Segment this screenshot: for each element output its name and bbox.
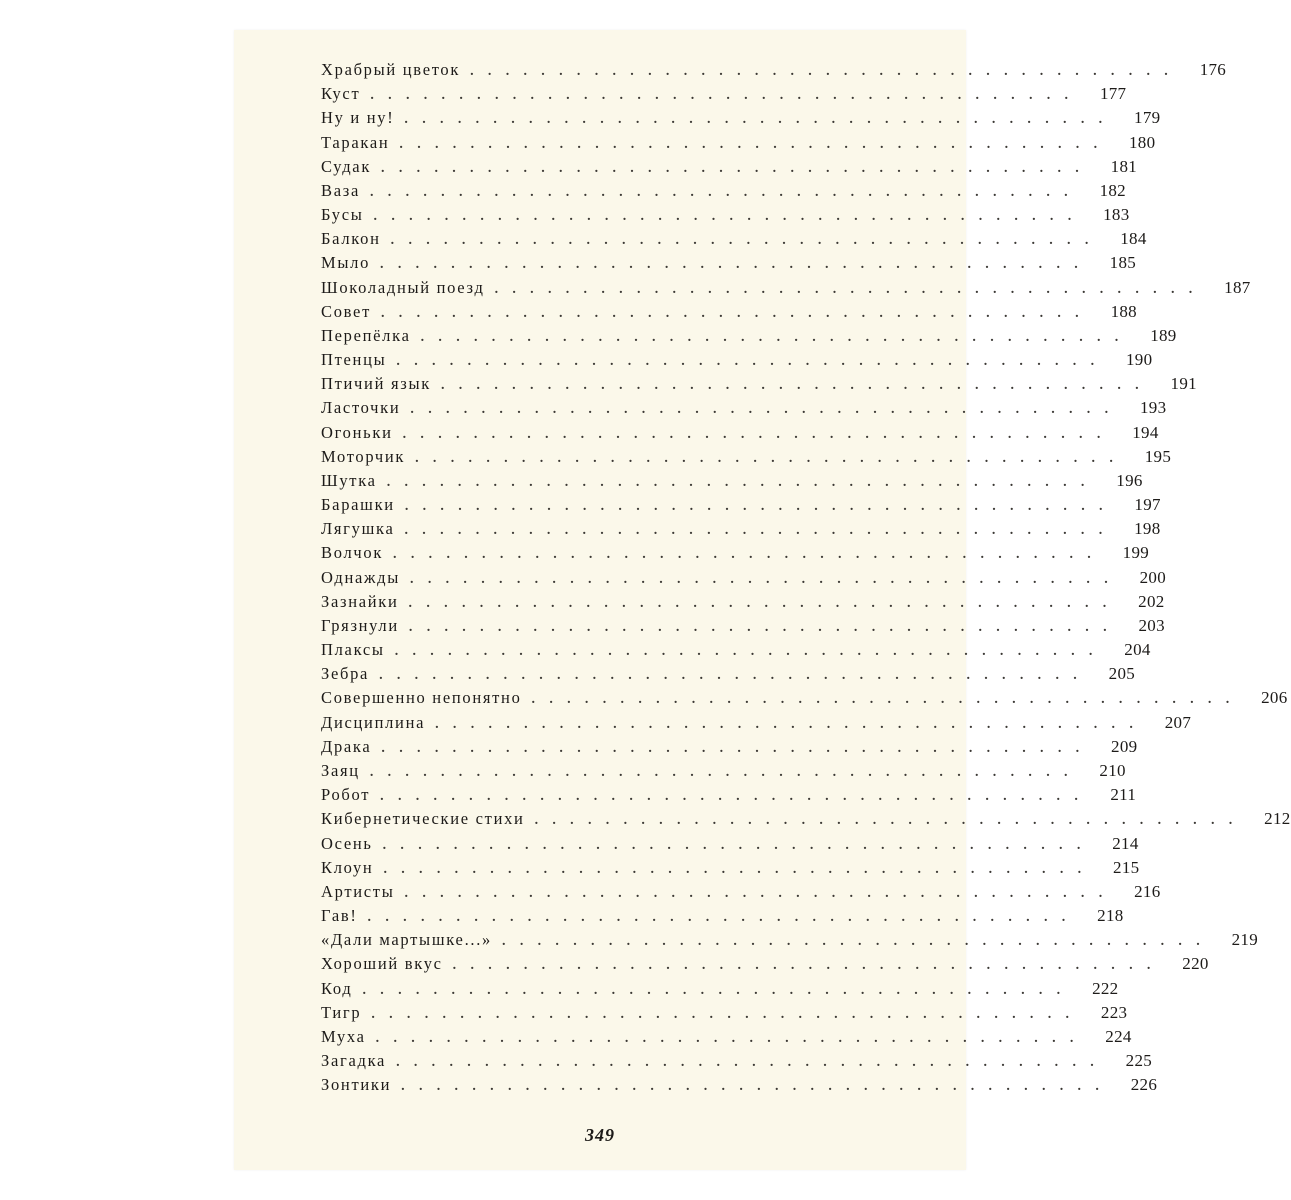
toc-entry <box>321 688 1288 712</box>
toc-entry-page: 176 <box>1199 60 1227 79</box>
toc-entry-page: 187 <box>1224 277 1251 297</box>
toc-entry <box>321 881 1161 906</box>
toc-entry <box>321 374 1197 398</box>
toc-entry-title: Осень <box>321 833 373 853</box>
toc-entry-title: Зазнайки <box>321 591 399 611</box>
toc-dot-leader: ........................................ <box>396 1055 1109 1071</box>
toc-dot-leader: ........................................ <box>452 958 1165 974</box>
toc-entry <box>321 736 1138 761</box>
toc-entry <box>321 301 1137 326</box>
toc-entry-title: Кибернетические стихи <box>321 809 525 829</box>
toc-entry-title: Птичий язык <box>321 374 431 394</box>
toc-entry-title: Волчок <box>321 543 384 563</box>
toc-dot-leader: ........................................ <box>534 813 1247 829</box>
toc-dot-leader: ........................................ <box>380 305 1093 321</box>
toc-entry-page: 191 <box>1170 374 1197 394</box>
toc-entry <box>321 1026 1132 1051</box>
toc-entry <box>321 156 1138 181</box>
toc-entry-page: 203 <box>1138 615 1165 635</box>
toc-dot-leader: ........................................ <box>370 88 1083 104</box>
toc-entry-page: 200 <box>1139 567 1167 587</box>
toc-entry-title: Ваза <box>321 180 360 200</box>
toc-dot-leader: ........................................ <box>408 619 1121 635</box>
toc-entry-title: Гав! <box>321 906 358 926</box>
toc-entry-title: Дисциплина <box>321 712 426 732</box>
toc-dot-leader: ........................................ <box>394 644 1107 660</box>
toc-entry-title: Судак <box>321 156 372 176</box>
table-of-contents <box>321 60 1291 1099</box>
toc-entry-page: 196 <box>1116 470 1143 490</box>
toc-entry-page: 181 <box>1110 156 1138 176</box>
toc-entry-page: 224 <box>1105 1026 1132 1046</box>
toc-entry-page: 184 <box>1120 229 1147 249</box>
toc-dot-leader: ........................................ <box>435 716 1148 732</box>
toc-dot-leader: ........................................ <box>369 764 1082 780</box>
toc-entry <box>321 325 1177 350</box>
toc-entry <box>321 712 1192 737</box>
toc-entry-page: 183 <box>1103 205 1130 225</box>
toc-entry-page: 193 <box>1140 398 1167 418</box>
toc-entry-title: Загадка <box>321 1051 387 1071</box>
toc-entry-title: Моторчик <box>321 446 406 466</box>
toc-dot-leader: ........................................ <box>408 595 1121 611</box>
toc-dot-leader: ........................................ <box>381 160 1094 176</box>
toc-entry-page: 177 <box>1099 84 1127 104</box>
toc-dot-leader: ........................................ <box>410 402 1123 418</box>
toc-entry-page: 212 <box>1264 809 1291 829</box>
toc-entry-page: 180 <box>1128 132 1156 152</box>
toc-dot-leader: ........................................ <box>494 281 1207 297</box>
toc-entry-page: 220 <box>1182 954 1209 974</box>
toc-entry-title: Таракан <box>321 132 390 152</box>
toc-entry-title: Зонтики <box>321 1075 392 1095</box>
toc-entry <box>321 930 1259 954</box>
toc-entry <box>321 1075 1158 1099</box>
toc-dot-leader: ........................................ <box>390 233 1103 249</box>
toc-dot-leader: ........................................ <box>404 499 1117 515</box>
toc-entry-title: Куст <box>321 84 361 104</box>
toc-entry-page: 211 <box>1110 785 1137 805</box>
toc-dot-leader: ........................................ <box>404 112 1117 128</box>
toc-entry-title: Лягушка <box>321 519 395 539</box>
toc-entry-title: Бусы <box>321 205 364 225</box>
toc-entry-title: Мыло <box>321 253 371 273</box>
toc-entry-title: Драка <box>321 736 372 756</box>
toc-entry-page: 204 <box>1124 640 1151 660</box>
toc-entry-title: Ну и ну! <box>321 108 395 128</box>
toc-dot-leader: ........................................ <box>362 982 1075 998</box>
toc-dot-leader: ........................................ <box>381 740 1094 756</box>
toc-entry-title: Балкон <box>321 229 381 249</box>
toc-entry-page: 215 <box>1113 857 1140 877</box>
toc-entry <box>321 108 1161 132</box>
toc-entry-title: Тигр <box>321 1002 362 1022</box>
toc-entry-page: 202 <box>1138 591 1165 611</box>
toc-entry <box>321 470 1143 495</box>
toc-entry-title: Ласточки <box>321 398 401 418</box>
toc-dot-leader: ........................................ <box>420 329 1133 345</box>
toc-entry-title: Совершенно непонятно <box>321 688 522 708</box>
toc-entry-page: 197 <box>1134 495 1161 515</box>
toc-dot-leader: ........................................ <box>404 523 1117 539</box>
toc-dot-leader: ........................................ <box>379 668 1092 684</box>
toc-dot-leader: ........................................ <box>415 450 1128 466</box>
toc-entry <box>321 277 1251 302</box>
toc-dot-leader: ........................................ <box>382 837 1095 853</box>
toc-entry <box>321 350 1153 374</box>
toc-entry-title: Птенцы <box>321 350 387 370</box>
toc-entry <box>321 205 1130 229</box>
toc-dot-leader: ........................................ <box>386 474 1099 490</box>
toc-entry <box>321 84 1127 108</box>
toc-entry-page: 223 <box>1100 1002 1128 1022</box>
toc-dot-leader: ........................................ <box>393 547 1106 563</box>
toc-entry-page: 198 <box>1134 519 1161 539</box>
toc-entry-page: 189 <box>1150 325 1177 345</box>
toc-entry-title: Перепёлка <box>321 325 411 345</box>
toc-entry-title: Код <box>321 978 353 998</box>
toc-entry-page: 190 <box>1126 350 1153 370</box>
toc-dot-leader: ........................................ <box>396 354 1109 370</box>
toc-entry <box>321 760 1126 785</box>
toc-entry <box>321 978 1119 1003</box>
toc-entry-page: 207 <box>1164 712 1192 732</box>
toc-dot-leader: ........................................ <box>531 692 1244 708</box>
toc-entry-title: Барашки <box>321 495 395 515</box>
toc-dot-leader: ........................................ <box>375 1030 1088 1046</box>
toc-entry-title: Артисты <box>321 881 395 901</box>
toc-entry <box>321 591 1165 616</box>
toc-entry-title: Огоньки <box>321 422 393 442</box>
toc-entry-page: 179 <box>1134 108 1161 128</box>
toc-entry-page: 185 <box>1109 253 1137 273</box>
toc-entry <box>321 640 1151 664</box>
toc-entry-page: 222 <box>1092 978 1119 998</box>
toc-entry <box>321 664 1136 688</box>
toc-entry-title: «Дали мартышке...» <box>321 930 493 950</box>
toc-entry-page: 206 <box>1261 688 1288 708</box>
toc-entry <box>321 60 1227 84</box>
toc-entry <box>321 1002 1128 1027</box>
toc-entry-page: 210 <box>1099 760 1126 780</box>
toc-dot-leader: ........................................ <box>399 136 1112 152</box>
toc-entry <box>321 567 1167 592</box>
toc-entry-page: 214 <box>1112 833 1139 853</box>
toc-dot-leader: ........................................ <box>410 571 1123 587</box>
toc-entry-page: 182 <box>1099 180 1126 200</box>
toc-entry <box>321 954 1209 978</box>
toc-entry <box>321 833 1139 858</box>
toc-entry-title: Храбрый цветок <box>321 60 461 79</box>
toc-entry-page: 199 <box>1122 543 1150 563</box>
toc-entry <box>321 180 1126 205</box>
toc-entry-title: Однажды <box>321 567 401 587</box>
toc-entry <box>321 809 1291 833</box>
toc-dot-leader: ........................................ <box>367 910 1080 926</box>
toc-entry-page: 194 <box>1132 422 1159 442</box>
toc-entry <box>321 519 1161 543</box>
toc-entry-page: 218 <box>1097 906 1124 926</box>
toc-entry <box>321 132 1156 157</box>
toc-dot-leader: ........................................ <box>383 861 1096 877</box>
page-number: 349 <box>585 1125 615 1145</box>
toc-entry <box>321 615 1165 640</box>
toc-entry <box>321 422 1159 447</box>
toc-entry <box>321 1051 1153 1075</box>
toc-entry <box>321 229 1147 253</box>
toc-entry-title: Клоун <box>321 857 374 877</box>
toc-entry-title: Хороший вкус <box>321 954 443 974</box>
toc-dot-leader: ........................................ <box>404 885 1117 901</box>
toc-dot-leader: ........................................ <box>470 64 1183 79</box>
toc-entry-title: Робот <box>321 785 371 805</box>
toc-dot-leader: ........................................ <box>373 209 1086 225</box>
toc-entry-page: 209 <box>1111 736 1138 756</box>
toc-entry <box>321 253 1137 277</box>
toc-entry <box>321 446 1172 471</box>
toc-entry-title: Совет <box>321 301 371 321</box>
toc-entry-title: Заяц <box>321 760 360 780</box>
toc-entry-title: Зебра <box>321 664 370 684</box>
toc-dot-leader: ........................................ <box>440 378 1153 394</box>
toc-entry-title: Шоколадный поезд <box>321 277 485 297</box>
toc-dot-leader: ........................................ <box>402 426 1115 442</box>
toc-entry-page: 219 <box>1231 930 1259 950</box>
toc-entry-page: 226 <box>1130 1075 1158 1095</box>
toc-entry-page: 216 <box>1134 881 1161 901</box>
toc-entry-title: Шутка <box>321 470 377 490</box>
toc-entry <box>321 543 1150 567</box>
toc-dot-leader: ........................................ <box>371 1006 1084 1022</box>
toc-entry-title: Грязнули <box>321 615 399 635</box>
toc-entry-page: 225 <box>1125 1051 1153 1071</box>
toc-entry-page: 188 <box>1110 301 1137 321</box>
toc-entry <box>321 857 1140 882</box>
toc-entry <box>321 398 1167 422</box>
toc-entry-title: Муха <box>321 1026 366 1046</box>
toc-entry <box>321 495 1161 519</box>
toc-entry <box>321 906 1124 930</box>
toc-dot-leader: ........................................ <box>502 934 1215 950</box>
toc-entry <box>321 785 1137 809</box>
toc-entry-page: 195 <box>1144 446 1172 466</box>
toc-dot-leader: ........................................ <box>380 789 1093 805</box>
toc-dot-leader: ........................................ <box>380 257 1093 273</box>
toc-entry-title: Плаксы <box>321 640 385 660</box>
toc-entry-page: 205 <box>1108 664 1136 684</box>
toc-dot-leader: ........................................ <box>369 184 1082 200</box>
toc-dot-leader: ........................................ <box>401 1079 1114 1095</box>
